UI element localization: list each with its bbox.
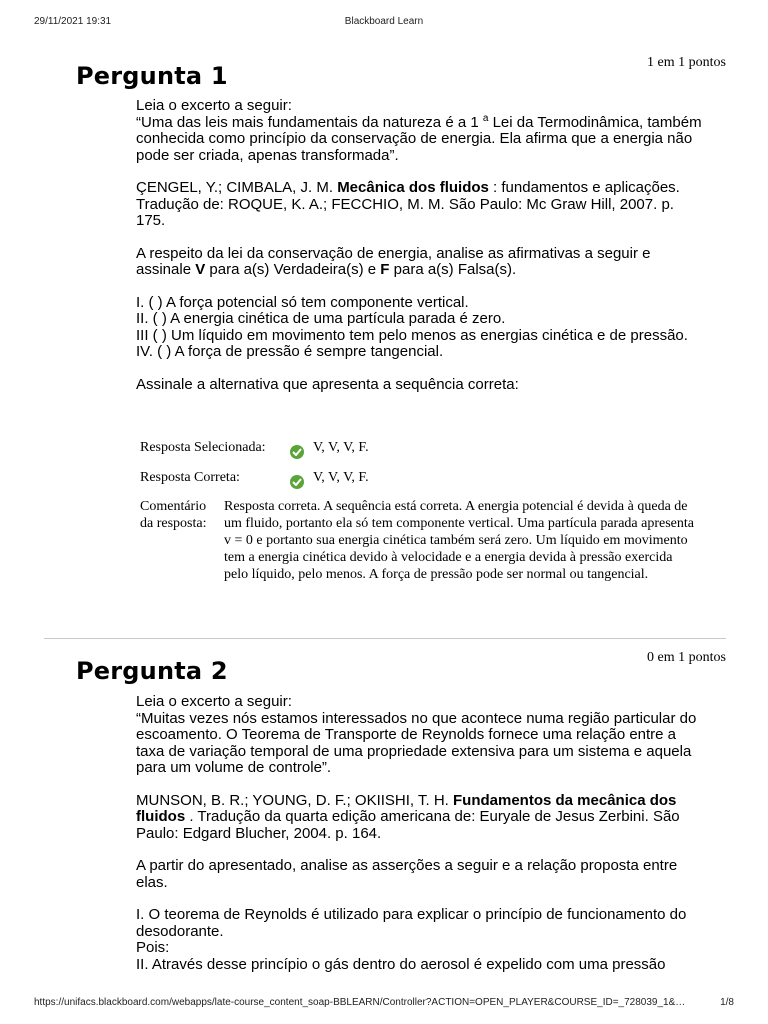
question-reference <box>136 793 706 843</box>
reference-details: : fundamentos e aplicações. Tradução de: ROQUE, K. A.; FECCHIO, M. M. São Paulo: Mc Graw Hill, 2007. p. 175. <box>136 179 680 229</box>
selected-answer-label: Resposta Selecionada: <box>140 440 266 455</box>
question-divider <box>44 638 726 639</box>
question-reference <box>136 180 706 230</box>
feedback-row <box>140 498 700 583</box>
print-page-title: Blackboard Learn <box>344 16 424 27</box>
reference-authors: MUNSON, B. R.; YOUNG, D. F.; OKIISHI, T. H. <box>136 791 453 809</box>
question-intro: Leia o excerto a seguir: <box>136 693 292 710</box>
assertion-connector: Pois: <box>136 939 170 956</box>
correct-check-icon <box>290 445 304 459</box>
question-instruction <box>136 246 706 279</box>
reference-authors: ÇENGEL, Y.; CIMBALA, J. M. <box>136 179 338 196</box>
instruction-text-3: para a(s) Falsa(s). <box>389 261 517 278</box>
question-title: Pergunta 2 <box>76 657 228 685</box>
feedback-label: Comentário da resposta: <box>140 499 207 531</box>
correct-answer-row <box>140 466 700 496</box>
question-points: 0 em 1 pontos <box>647 650 726 665</box>
question-points: 1 em 1 pontos <box>647 55 726 70</box>
print-datetime: 29/11/2021 19:31 <box>34 16 112 27</box>
print-header <box>0 16 768 30</box>
quote-text-end: Lei da Termodinâmica, também conhecida como princípio da conservação de energia. Ela afirma que a energia não pode ser criada, apenas transformada”. <box>136 113 702 164</box>
question-body <box>136 98 706 409</box>
reference-details: . Tradução da quarta edição americana de: Euryale de Jesus Zerbini. São Paulo: Edgard Blucher, 2004. p. 164. <box>136 808 680 842</box>
question-body <box>136 694 706 989</box>
assertion-1: I. O teorema de Reynolds é utilizado para explicar o princípio de funcionamento do desodorante. <box>136 906 687 940</box>
statement-item: II. ( ) A energia cinética de uma partícula parada é zero. <box>136 310 506 327</box>
statement-item: IV. ( ) A força de pressão é sempre tangencial. <box>136 343 444 360</box>
question-quote <box>136 112 706 165</box>
question-title: Pergunta 1 <box>76 62 228 90</box>
question-quote: “Muitas vezes nós estamos interessados no que acontece numa região particular do escoamento. O Teorema de Transporte de Reynolds fornece uma relação entre a taxa de variação temporal de uma propriedade extensiva para um sistema e aquela para um volume de controle”. <box>136 709 697 776</box>
correct-answer-label: Resposta Correta: <box>140 470 240 485</box>
quote-superscript: a <box>482 112 489 124</box>
statement-item: III ( ) Um líquido em movimento tem pelo menos as energias cinética e de pressão. <box>136 326 688 344</box>
instruction-text-2: para a(s) Verdadeira(s) e <box>205 261 381 278</box>
reference-book-title: Fundamentos da mecânica dos fluidos <box>136 791 677 825</box>
quote-text-start: “Uma das leis mais fundamentais da natureza é a 1 <box>136 113 479 131</box>
print-footer <box>0 997 768 1011</box>
correct-answer-value: V, V, V, F. <box>313 470 369 485</box>
page-number: 1/8 <box>720 997 734 1008</box>
correct-check-icon <box>290 475 304 489</box>
reference-book-title: Mecânica dos fluidos <box>337 179 489 196</box>
answer-section <box>140 436 700 583</box>
selected-answer-row <box>140 436 700 466</box>
page-url: https://unifacs.blackboard.com/webapps/late-course_content_soap-BBLEARN/Controller?ACTION=OPEN_PLAYER&COURSE_ID=_728039_1&… <box>34 997 686 1008</box>
statement-item: I. ( ) A força potencial só tem componente vertical. <box>136 293 469 311</box>
instruction-text: A respeito da lei da conservação de energia, analise as afirmativas a seguir e assinale <box>136 244 651 278</box>
assertions <box>136 907 706 973</box>
question-prompt: Assinale a alternativa que apresenta a sequência correta: <box>136 375 519 393</box>
assertion-2: II. Através desse princípio o gás dentro do aerosol é expelido com uma pressão <box>136 955 666 973</box>
selected-answer-value: V, V, V, F. <box>313 440 369 455</box>
question-intro: Leia o excerto a seguir: <box>136 97 292 114</box>
question-instruction: A partir do apresentado, analise as asserções a seguir e a relação proposta entre elas. <box>136 857 678 891</box>
instruction-f: F <box>380 261 390 278</box>
feedback-text: Resposta correta. A sequência está correta. A energia potencial é devida à queda de um fluido, portanto ela só tem componente vertical. Uma partícula parada apresenta v = 0 e portanto sua energia cinética também será zero. Um líquido em movimento tem a energia cinética devido à velocidade e a energia devida à pressão exercida pelo líquido, pelo menos. A força de pressão pode ser normal ou tangencial. <box>224 499 694 582</box>
instruction-v: V <box>195 261 206 278</box>
statement-list <box>136 295 706 361</box>
